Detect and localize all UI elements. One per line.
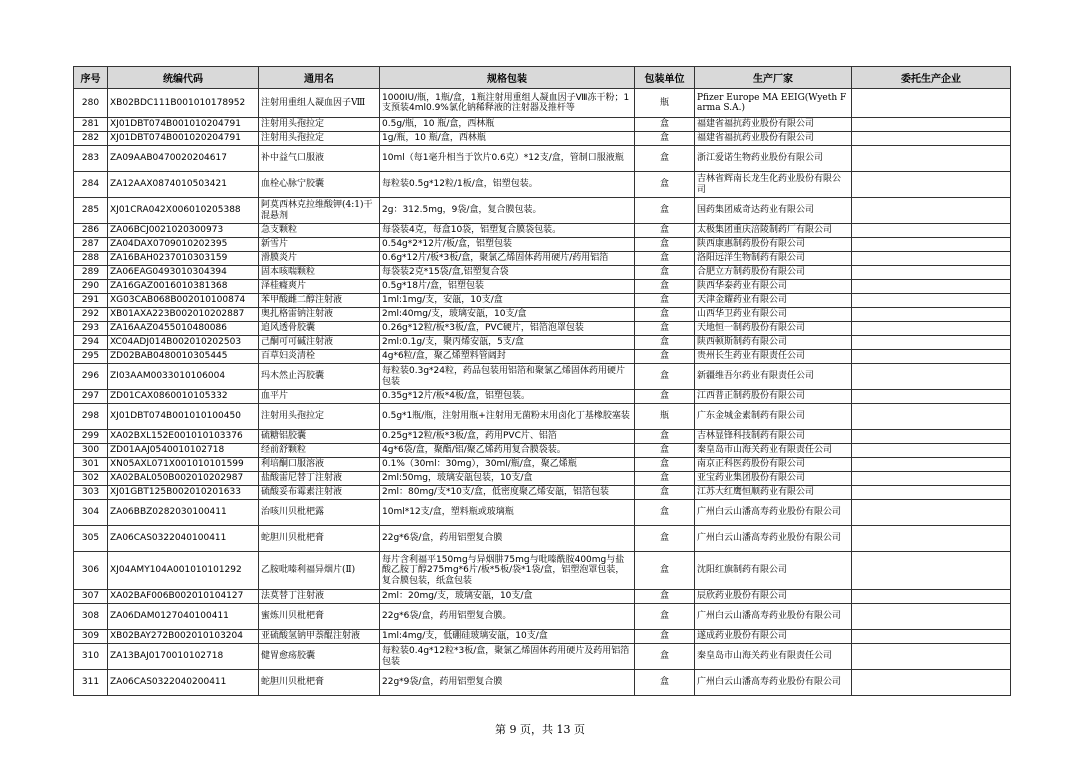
row-entrusted (852, 280, 1011, 294)
row-entrusted (852, 238, 1011, 252)
row-code: ZA04DAX0709010202395 (108, 238, 259, 252)
row-code: ZA06BBZ0282030100411 (108, 500, 259, 526)
row-manufacturer: 贵州长生药业有限责任公司 (695, 350, 852, 364)
row-spec: 0.54g*2*12片/板/盒，铝塑包装 (380, 238, 635, 252)
row-manufacturer: 广东金城金素制药有限公司 (695, 404, 852, 430)
row-code: XA02BAL050B002010202987 (108, 472, 259, 486)
table-row (74, 198, 1011, 224)
row-unit: 盒 (635, 458, 695, 472)
row-manufacturer: 洛阳远洋生物制药有限公司 (695, 252, 852, 266)
row-manufacturer: 山西华卫药业有限公司 (695, 308, 852, 322)
row-no: 294 (74, 336, 108, 350)
row-no: 281 (74, 118, 108, 132)
row-unit: 盒 (635, 308, 695, 322)
row-manufacturer: 天津金耀药业有限公司 (695, 294, 852, 308)
row-spec: 0.5g*18片/盒，铝塑包装 (380, 280, 635, 294)
row-manufacturer: 秦皇岛市山海关药业有限责任公司 (695, 644, 852, 670)
row-no: 282 (74, 132, 108, 146)
row-no: 285 (74, 198, 108, 224)
row-manufacturer: 吉林省辉南长龙生化药业股份有限公司 (695, 172, 852, 198)
header-unit: 包装单位 (635, 67, 695, 89)
row-name: 追风透骨胶囊 (259, 322, 380, 336)
drug-table (73, 66, 1011, 696)
table-row (74, 430, 1011, 444)
row-code: XB02BAY272B002010103204 (108, 630, 259, 644)
row-unit: 盒 (635, 552, 695, 590)
row-code: ZD01CAX0860010105332 (108, 390, 259, 404)
row-manufacturer: 南京正科医药股份有限公司 (695, 458, 852, 472)
row-name: 法莫替丁注射液 (259, 590, 380, 604)
row-entrusted (852, 172, 1011, 198)
row-entrusted (852, 526, 1011, 552)
row-spec: 每袋装2克*15袋/盒,铝塑复合袋 (380, 266, 635, 280)
row-spec: 每片含利福平150mg与异烟肼75mg与吡嗪酰胺400mg与盐酸乙胺丁醇275mg*6片/板*5板/袋*1袋/盒，铝塑泡罩包装，复合膜包装，纸盒包装 (380, 552, 635, 590)
row-no: 311 (74, 670, 108, 696)
row-unit: 盒 (635, 670, 695, 696)
row-code: XJ04AMY104A001010101292 (108, 552, 259, 590)
row-name: 阿莫西林克拉维酸钾(4:1)干混悬剂 (259, 198, 380, 224)
table-row (74, 390, 1011, 404)
row-code: XA02BAF006B002010104127 (108, 590, 259, 604)
row-unit: 盒 (635, 294, 695, 308)
row-name: 利培酮口服溶液 (259, 458, 380, 472)
row-manufacturer: 陕西华泰药业有限公司 (695, 280, 852, 294)
table-row (74, 252, 1011, 266)
row-entrusted (852, 294, 1011, 308)
row-manufacturer: 广州白云山潘高寿药业股份有限公司 (695, 670, 852, 696)
row-manufacturer: 广州白云山潘高寿药业股份有限公司 (695, 526, 852, 552)
row-entrusted (852, 472, 1011, 486)
row-no: 283 (74, 146, 108, 172)
row-no: 280 (74, 89, 108, 118)
row-spec: 4g*6粒/盒，聚乙烯塑料管阔封 (380, 350, 635, 364)
header-entrusted: 委托生产企业 (852, 67, 1011, 89)
row-manufacturer: 浙江爱诺生物药业股份有限公司 (695, 146, 852, 172)
row-name: 己酮可可碱注射液 (259, 336, 380, 350)
row-code: ZA06EAG0493010304394 (108, 266, 259, 280)
row-code: ZA06CAS0322040100411 (108, 526, 259, 552)
row-entrusted (852, 89, 1011, 118)
table-row (74, 224, 1011, 238)
table-row (74, 670, 1011, 696)
row-no: 310 (74, 644, 108, 670)
row-manufacturer: 太极集团重庆涪陵制药厂有限公司 (695, 224, 852, 238)
row-name: 滑膜炎片 (259, 252, 380, 266)
row-no: 297 (74, 390, 108, 404)
row-entrusted (852, 630, 1011, 644)
row-entrusted (852, 604, 1011, 630)
row-unit: 盒 (635, 430, 695, 444)
row-spec: 1ml:1mg/支，安瓿，10支/盒 (380, 294, 635, 308)
row-entrusted (852, 266, 1011, 280)
row-code: ZA06DAM0127040100411 (108, 604, 259, 630)
row-no: 284 (74, 172, 108, 198)
row-code: ZI03AAM0033010106004 (108, 364, 259, 390)
row-spec: 0.26g*12粒/板*3板/盒，PVC硬片，铝箔泡罩包装 (380, 322, 635, 336)
row-spec: 0.35g*12片/板*4板/盒，铝塑包装。 (380, 390, 635, 404)
row-manufacturer: 合肥立方制药股份有限公司 (695, 266, 852, 280)
row-unit: 盒 (635, 486, 695, 500)
row-code: ZA09AAB0470020204617 (108, 146, 259, 172)
table-row (74, 590, 1011, 604)
row-code: ZA16GAZ0016010381368 (108, 280, 259, 294)
row-name: 急支颗粒 (259, 224, 380, 238)
row-name: 经前舒颗粒 (259, 444, 380, 458)
row-name: 亚硫酸氢钠甲萘醌注射液 (259, 630, 380, 644)
row-no: 306 (74, 552, 108, 590)
row-spec: 1ml:4mg/支，低硼硅玻璃安瓿，10支/盒 (380, 630, 635, 644)
header-code: 统编代码 (108, 67, 259, 89)
row-manufacturer: 秦皇岛市山海关药业有限责任公司 (695, 444, 852, 458)
row-no: 298 (74, 404, 108, 430)
row-manufacturer: 江西普正制药股份有限公司 (695, 390, 852, 404)
row-spec: 2ml:40mg/支，玻璃安瓿，10支/盒 (380, 308, 635, 322)
row-code: XJ01CRA042X006010205388 (108, 198, 259, 224)
row-unit: 盒 (635, 472, 695, 486)
row-unit: 瓶 (635, 404, 695, 430)
row-spec: 2ml:50mg，玻璃安瓿包装，10支/盒 (380, 472, 635, 486)
row-no: 309 (74, 630, 108, 644)
row-no: 288 (74, 252, 108, 266)
row-entrusted (852, 552, 1011, 590)
table-row (74, 444, 1011, 458)
row-unit: 盒 (635, 280, 695, 294)
row-code: XJ01DBT074B001020204791 (108, 132, 259, 146)
row-manufacturer: 陕西顿斯制药有限公司 (695, 336, 852, 350)
header-spec: 规格包装 (380, 67, 635, 89)
row-entrusted (852, 458, 1011, 472)
row-name: 泽桂癃爽片 (259, 280, 380, 294)
row-unit: 盒 (635, 224, 695, 238)
row-unit: 盒 (635, 198, 695, 224)
row-no: 292 (74, 308, 108, 322)
row-entrusted (852, 430, 1011, 444)
row-code: XN05AXL071X001010101599 (108, 458, 259, 472)
row-name: 苯甲酸雌二醇注射液 (259, 294, 380, 308)
row-entrusted (852, 670, 1011, 696)
row-no: 290 (74, 280, 108, 294)
row-spec: 1000IU/瓶，1瓶/盒，1瓶注射用重组人凝血因子Ⅷ冻干粉；1支预装4ml0.9%氯化钠稀释液的注射器及推杆等 (380, 89, 635, 118)
row-entrusted (852, 146, 1011, 172)
row-code: ZA12AAX0874010503421 (108, 172, 259, 198)
row-unit: 盒 (635, 336, 695, 350)
row-unit: 盒 (635, 132, 695, 146)
row-name: 乙胺吡嗪利福异烟片(Ⅱ) (259, 552, 380, 590)
row-entrusted (852, 132, 1011, 146)
row-entrusted (852, 364, 1011, 390)
row-unit: 盒 (635, 266, 695, 280)
row-spec: 2ml：80mg/支*10支/盒，低密度聚乙烯安瓿，铝箔包装 (380, 486, 635, 500)
row-manufacturer: 江苏大红鹰恒顺药业有限公司 (695, 486, 852, 500)
table-row (74, 146, 1011, 172)
row-code: ZA06BCJ0021020300973 (108, 224, 259, 238)
row-code: XJ01DBT074B001010100450 (108, 404, 259, 430)
table-row (74, 364, 1011, 390)
row-no: 296 (74, 364, 108, 390)
row-manufacturer: 广州白云山潘高寿药业股份有限公司 (695, 604, 852, 630)
row-name: 注射用头孢拉定 (259, 132, 380, 146)
row-name: 注射用重组人凝血因子Ⅷ (259, 89, 380, 118)
row-entrusted (852, 198, 1011, 224)
row-code: XC04ADJ014B002010202503 (108, 336, 259, 350)
row-manufacturer: 沈阳红旗制药有限公司 (695, 552, 852, 590)
row-name: 补中益气口服液 (259, 146, 380, 172)
row-unit: 盒 (635, 118, 695, 132)
row-no: 291 (74, 294, 108, 308)
row-spec: 每粒装0.5g*12粒/1板/盒，铝塑包装。 (380, 172, 635, 198)
table-row (74, 404, 1011, 430)
row-spec: 每粒装0.3g*24粒，药品包装用铝箔和聚氯乙烯固体药用硬片包装 (380, 364, 635, 390)
row-unit: 盒 (635, 604, 695, 630)
row-code: ZD02BAB0480010305445 (108, 350, 259, 364)
row-name: 注射用头孢拉定 (259, 118, 380, 132)
row-spec: 0.5g/瓶，10 瓶/盒，西林瓶 (380, 118, 635, 132)
row-unit: 盒 (635, 526, 695, 552)
row-no: 301 (74, 458, 108, 472)
row-spec: 0.6g*12片/板*3板/盒，聚氯乙烯固体药用硬片/药用铝箔 (380, 252, 635, 266)
row-unit: 瓶 (635, 89, 695, 118)
table-row (74, 308, 1011, 322)
table-row (74, 280, 1011, 294)
table-row (74, 132, 1011, 146)
row-no: 308 (74, 604, 108, 630)
row-spec: 22g*6袋/盒，药用铝塑复合膜 (380, 526, 635, 552)
table-body (74, 89, 1011, 696)
row-spec: 0.1%（30ml：30mg），30ml/瓶/盒，聚乙烯瓶 (380, 458, 635, 472)
row-unit: 盒 (635, 350, 695, 364)
row-name: 蛇胆川贝枇杷膏 (259, 526, 380, 552)
row-code: XB02BDC111B001010178952 (108, 89, 259, 118)
row-entrusted (852, 590, 1011, 604)
row-manufacturer: 福建省福抗药业股份有限公司 (695, 132, 852, 146)
row-spec: 2ml:0.1g/支，聚丙烯安瓿，5支/盒 (380, 336, 635, 350)
row-code: XJ01GBT125B002010201633 (108, 486, 259, 500)
row-manufacturer: Pfizer Europe MA EEIG(Wyeth Farma S.A.) (695, 89, 852, 118)
row-code: ZD01AAJ0540010102718 (108, 444, 259, 458)
row-entrusted (852, 308, 1011, 322)
table-row (74, 552, 1011, 590)
row-no: 303 (74, 486, 108, 500)
row-entrusted (852, 644, 1011, 670)
table-row (74, 118, 1011, 132)
table-row (74, 630, 1011, 644)
table-row (74, 458, 1011, 472)
row-code: ZA16AAZ0455010480086 (108, 322, 259, 336)
row-name: 固本咳喘颗粒 (259, 266, 380, 280)
row-unit: 盒 (635, 322, 695, 336)
row-name: 血栓心脉宁胶囊 (259, 172, 380, 198)
row-manufacturer: 新疆维吾尔药业有限责任公司 (695, 364, 852, 390)
row-entrusted (852, 118, 1011, 132)
row-unit: 盒 (635, 630, 695, 644)
row-name: 奥扎格雷钠注射液 (259, 308, 380, 322)
row-code: XB01AXA223B002010202887 (108, 308, 259, 322)
row-manufacturer: 广州白云山潘高寿药业股份有限公司 (695, 500, 852, 526)
row-entrusted (852, 390, 1011, 404)
document-page (73, 66, 1011, 696)
row-name: 注射用头孢拉定 (259, 404, 380, 430)
table-row (74, 526, 1011, 552)
row-spec: 22g*9袋/盒，药用铝塑复合膜 (380, 670, 635, 696)
table-row (74, 238, 1011, 252)
row-manufacturer: 亚宝药业集团股份有限公司 (695, 472, 852, 486)
row-entrusted (852, 500, 1011, 526)
row-spec: 10ml*12支/盒，塑料瓶或玻璃瓶 (380, 500, 635, 526)
row-spec: 每袋装4克，每盒10袋，铝塑复合膜袋包装。 (380, 224, 635, 238)
row-entrusted (852, 224, 1011, 238)
row-code: ZA13BAJ0170010102718 (108, 644, 259, 670)
table-row (74, 89, 1011, 118)
table-row (74, 336, 1011, 350)
row-name: 硫糖铝胶囊 (259, 430, 380, 444)
row-spec: 每粒装0.4g*12粒*3板/盒，聚氯乙烯固体药用硬片及药用铝箔包装 (380, 644, 635, 670)
row-unit: 盒 (635, 590, 695, 604)
row-code: ZA06CAS0322040200411 (108, 670, 259, 696)
row-manufacturer: 遂成药业股份有限公司 (695, 630, 852, 644)
row-no: 304 (74, 500, 108, 526)
row-name: 玛木然止泻胶囊 (259, 364, 380, 390)
row-no: 299 (74, 430, 108, 444)
row-manufacturer: 辰欣药业股份有限公司 (695, 590, 852, 604)
row-entrusted (852, 322, 1011, 336)
row-no: 307 (74, 590, 108, 604)
row-unit: 盒 (635, 390, 695, 404)
row-code: XG03CAB068B002010100874 (108, 294, 259, 308)
row-name: 百草妇炎清栓 (259, 350, 380, 364)
row-name: 健胃愈疡胶囊 (259, 644, 380, 670)
row-code: XA02BXL152E001010103376 (108, 430, 259, 444)
row-spec: 0.5g*1瓶/瓶，注射用瓶+注射用无菌粉末用卤化丁基橡胶塞装 (380, 404, 635, 430)
row-unit: 盒 (635, 172, 695, 198)
row-entrusted (852, 350, 1011, 364)
table-row (74, 172, 1011, 198)
row-name: 硫酸妥布霉素注射液 (259, 486, 380, 500)
row-spec: 22g*6袋/盒，药用铝塑复合膜。 (380, 604, 635, 630)
row-no: 305 (74, 526, 108, 552)
row-no: 286 (74, 224, 108, 238)
row-no: 293 (74, 322, 108, 336)
row-unit: 盒 (635, 252, 695, 266)
table-row (74, 322, 1011, 336)
row-name: 蜜炼川贝枇杷膏 (259, 604, 380, 630)
row-manufacturer: 陕西康惠制药股份有限公司 (695, 238, 852, 252)
row-entrusted (852, 404, 1011, 430)
row-spec: 2ml：20mg/支，玻璃安瓿，10支/盒 (380, 590, 635, 604)
row-manufacturer: 福建省福抗药业股份有限公司 (695, 118, 852, 132)
row-name: 血平片 (259, 390, 380, 404)
table-row (74, 472, 1011, 486)
table-row (74, 486, 1011, 500)
row-code: XJ01DBT074B001010204791 (108, 118, 259, 132)
table-row (74, 604, 1011, 630)
row-spec: 10ml（每1毫升相当于饮片0.6克）*12支/盒，管制口服液瓶 (380, 146, 635, 172)
row-unit: 盒 (635, 444, 695, 458)
row-no: 300 (74, 444, 108, 458)
row-entrusted (852, 336, 1011, 350)
row-code: ZA16BAH0237010303159 (108, 252, 259, 266)
table-row (74, 500, 1011, 526)
row-spec: 1g/瓶，10 瓶/盒，西林瓶 (380, 132, 635, 146)
row-unit: 盒 (635, 644, 695, 670)
row-spec: 4g*6袋/盒，聚酯/铝/聚乙烯药用复合膜袋装。 (380, 444, 635, 458)
row-no: 289 (74, 266, 108, 280)
row-unit: 盒 (635, 238, 695, 252)
header-no: 序号 (74, 67, 108, 89)
row-manufacturer: 天地恒一制药股份有限公司 (695, 322, 852, 336)
table-row (74, 294, 1011, 308)
row-manufacturer: 吉林显锋科技制药有限公司 (695, 430, 852, 444)
row-unit: 盒 (635, 500, 695, 526)
row-name: 治咳川贝枇杷露 (259, 500, 380, 526)
row-entrusted (852, 252, 1011, 266)
header-name: 通用名 (259, 67, 380, 89)
table-row (74, 644, 1011, 670)
row-no: 287 (74, 238, 108, 252)
row-no: 302 (74, 472, 108, 486)
row-manufacturer: 国药集团威奇达药业有限公司 (695, 198, 852, 224)
row-no: 295 (74, 350, 108, 364)
table-header-row (74, 67, 1011, 89)
table-row (74, 350, 1011, 364)
row-entrusted (852, 444, 1011, 458)
row-spec: 2g：312.5mg，9袋/盒，复合膜包装。 (380, 198, 635, 224)
row-name: 盐酸雷尼替丁注射液 (259, 472, 380, 486)
header-manufacturer: 生产厂家 (695, 67, 852, 89)
table-row (74, 266, 1011, 280)
row-entrusted (852, 486, 1011, 500)
row-name: 蛇胆川贝枇杷膏 (259, 670, 380, 696)
row-unit: 盒 (635, 146, 695, 172)
row-unit: 盒 (635, 364, 695, 390)
row-name: 新雪片 (259, 238, 380, 252)
row-spec: 0.25g*12粒/板*3板/盒，药用PVC片、铝箔 (380, 430, 635, 444)
page-footer: 第 9 页，共 13 页 (495, 723, 585, 736)
